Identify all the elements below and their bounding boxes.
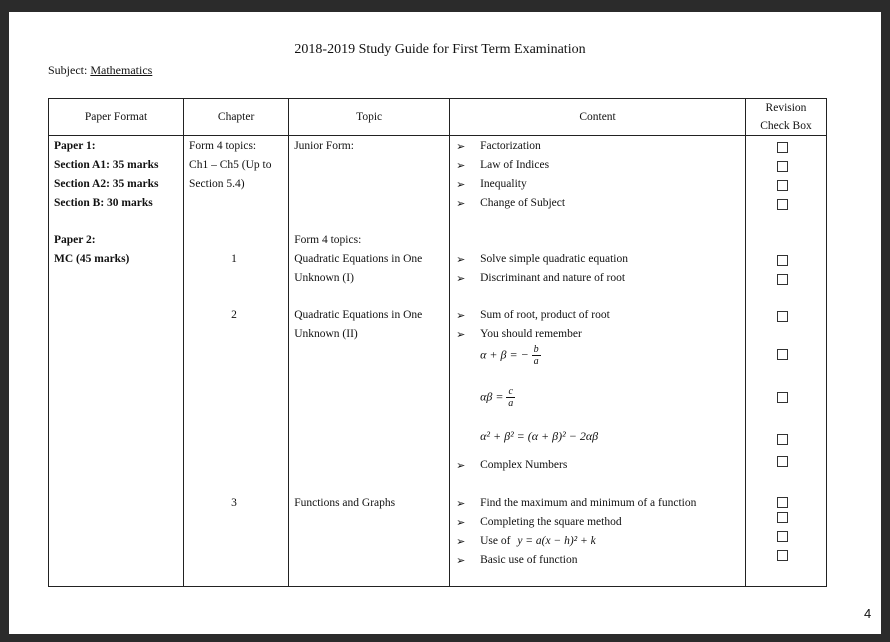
header-chapter: Chapter <box>184 99 289 136</box>
formula-sum-of-roots <box>480 344 541 367</box>
paper1-section-a2: Section A2: 35 marks <box>54 178 159 190</box>
topic-form4: Form 4 topics: <box>294 234 362 246</box>
revision-checkbox[interactable] <box>777 199 788 210</box>
chapter-junior-line2: Ch1 – Ch5 (Up to <box>189 159 272 171</box>
revision-checkbox[interactable] <box>777 180 788 191</box>
revision-checkbox[interactable] <box>777 497 788 508</box>
topic-cell <box>289 136 450 587</box>
content-cell <box>450 136 746 587</box>
revision-check-cell <box>745 136 826 587</box>
content-factorization: Factorization <box>480 140 541 152</box>
vertex-form-formula: y = a(x − h)² + k <box>517 535 596 547</box>
revision-checkbox[interactable] <box>777 392 788 403</box>
revision-checkbox[interactable] <box>777 255 788 266</box>
bullet-arrow-icon: ➢ <box>456 498 466 510</box>
content-inequality: Inequality <box>480 178 527 190</box>
chapter-junior-line3: Section 5.4) <box>189 178 245 190</box>
content-sum-product: Sum of root, product of root <box>480 309 610 321</box>
bullet-arrow-icon: ➢ <box>456 141 466 153</box>
bullet-arrow-icon: ➢ <box>456 273 466 285</box>
bullet-arrow-icon: ➢ <box>456 536 466 548</box>
header-revision-line2: Check Box <box>760 120 812 132</box>
paper-format-cell <box>49 136 184 587</box>
topic-quadratic-1-line2: Unknown (I) <box>294 272 354 284</box>
revision-checkbox[interactable] <box>777 531 788 542</box>
bullet-arrow-icon: ➢ <box>456 160 466 172</box>
content-discriminant: Discriminant and nature of root <box>480 272 626 284</box>
topic-quadratic-1-line1: Quadratic Equations in One <box>294 253 423 265</box>
paper1-title: Paper 1: <box>54 140 96 152</box>
content-completing-square: Completing the square method <box>480 516 622 528</box>
paper2-title: Paper 2: <box>54 234 96 246</box>
paper2-mc: MC (45 marks) <box>54 253 130 265</box>
formula-sum-numerator: b <box>533 344 539 355</box>
subject-value: Mathematics <box>90 63 153 77</box>
header-paper-format: Paper Format <box>49 99 184 136</box>
content-solve-quadratic: Solve simple quadratic equation <box>480 253 628 265</box>
content-max-min: Find the maximum and minimum of a function <box>480 497 697 509</box>
content-change-of-subject: Change of Subject <box>480 197 566 209</box>
content-law-of-indices: Law of Indices <box>480 159 550 171</box>
revision-checkbox[interactable] <box>777 311 788 322</box>
formula-product-of-roots <box>480 386 515 409</box>
revision-checkbox[interactable] <box>777 512 788 523</box>
formula-sum-denominator: a <box>533 356 539 367</box>
header-topic: Topic <box>289 99 450 136</box>
formula-sum-left: α + β = − <box>480 347 529 362</box>
bullet-arrow-icon: ➢ <box>456 555 466 567</box>
bullet-arrow-icon: ➢ <box>456 310 466 322</box>
formula-product-numerator: c <box>508 386 513 397</box>
revision-checkbox[interactable] <box>777 456 788 467</box>
topic-quadratic-2-line1: Quadratic Equations in One <box>294 309 423 321</box>
content-complex-numbers: Complex Numbers <box>480 459 568 471</box>
subject-label: Subject: <box>48 63 88 77</box>
bullet-arrow-icon: ➢ <box>456 460 466 472</box>
paper1-section-a1: Section A1: 35 marks <box>54 159 159 171</box>
subject-line <box>48 63 152 78</box>
bullet-arrow-icon: ➢ <box>456 254 466 266</box>
formula-product-denominator: a <box>508 398 514 409</box>
chapter-cell <box>184 136 289 587</box>
table-header-row <box>49 99 827 136</box>
bullet-arrow-icon: ➢ <box>456 329 466 341</box>
revision-checkbox[interactable] <box>777 161 788 172</box>
topic-functions-graphs: Functions and Graphs <box>294 497 396 509</box>
revision-checkbox[interactable] <box>777 349 788 360</box>
paper1-section-b: Section B: 30 marks <box>54 197 153 209</box>
chapter-3: 3 <box>231 497 237 509</box>
header-revision-check <box>745 99 826 136</box>
chapter-2: 2 <box>231 309 237 321</box>
revision-checkbox[interactable] <box>777 550 788 561</box>
revision-checkbox[interactable] <box>777 274 788 285</box>
header-content: Content <box>450 99 746 136</box>
revision-checkbox[interactable] <box>777 142 788 153</box>
table-body-row <box>49 136 827 587</box>
topic-quadratic-2-line2: Unknown (II) <box>294 328 358 340</box>
bullet-arrow-icon: ➢ <box>456 517 466 529</box>
content-remember: You should remember <box>480 328 582 340</box>
study-guide-table <box>48 98 827 587</box>
content-use-of-vertex-form <box>480 535 596 547</box>
bullet-arrow-icon: ➢ <box>456 179 466 191</box>
document-title: 2018-2019 Study Guide for First Term Examination <box>294 42 586 57</box>
formula-sum-of-squares: α² + β² = (α + β)² − 2αβ <box>480 429 599 443</box>
bullet-arrow-icon: ➢ <box>456 198 466 210</box>
chapter-1: 1 <box>231 253 237 265</box>
header-revision-line1: Revision <box>765 102 807 114</box>
page-number: 4 <box>864 606 872 621</box>
revision-checkbox[interactable] <box>777 434 788 445</box>
topic-junior-form: Junior Form: <box>294 140 354 152</box>
formula-product-left: αβ = <box>480 389 504 404</box>
chapter-junior-line1: Form 4 topics: <box>189 140 257 152</box>
content-basic-function: Basic use of function <box>480 554 578 566</box>
use-of-prefix: Use of <box>480 535 511 547</box>
